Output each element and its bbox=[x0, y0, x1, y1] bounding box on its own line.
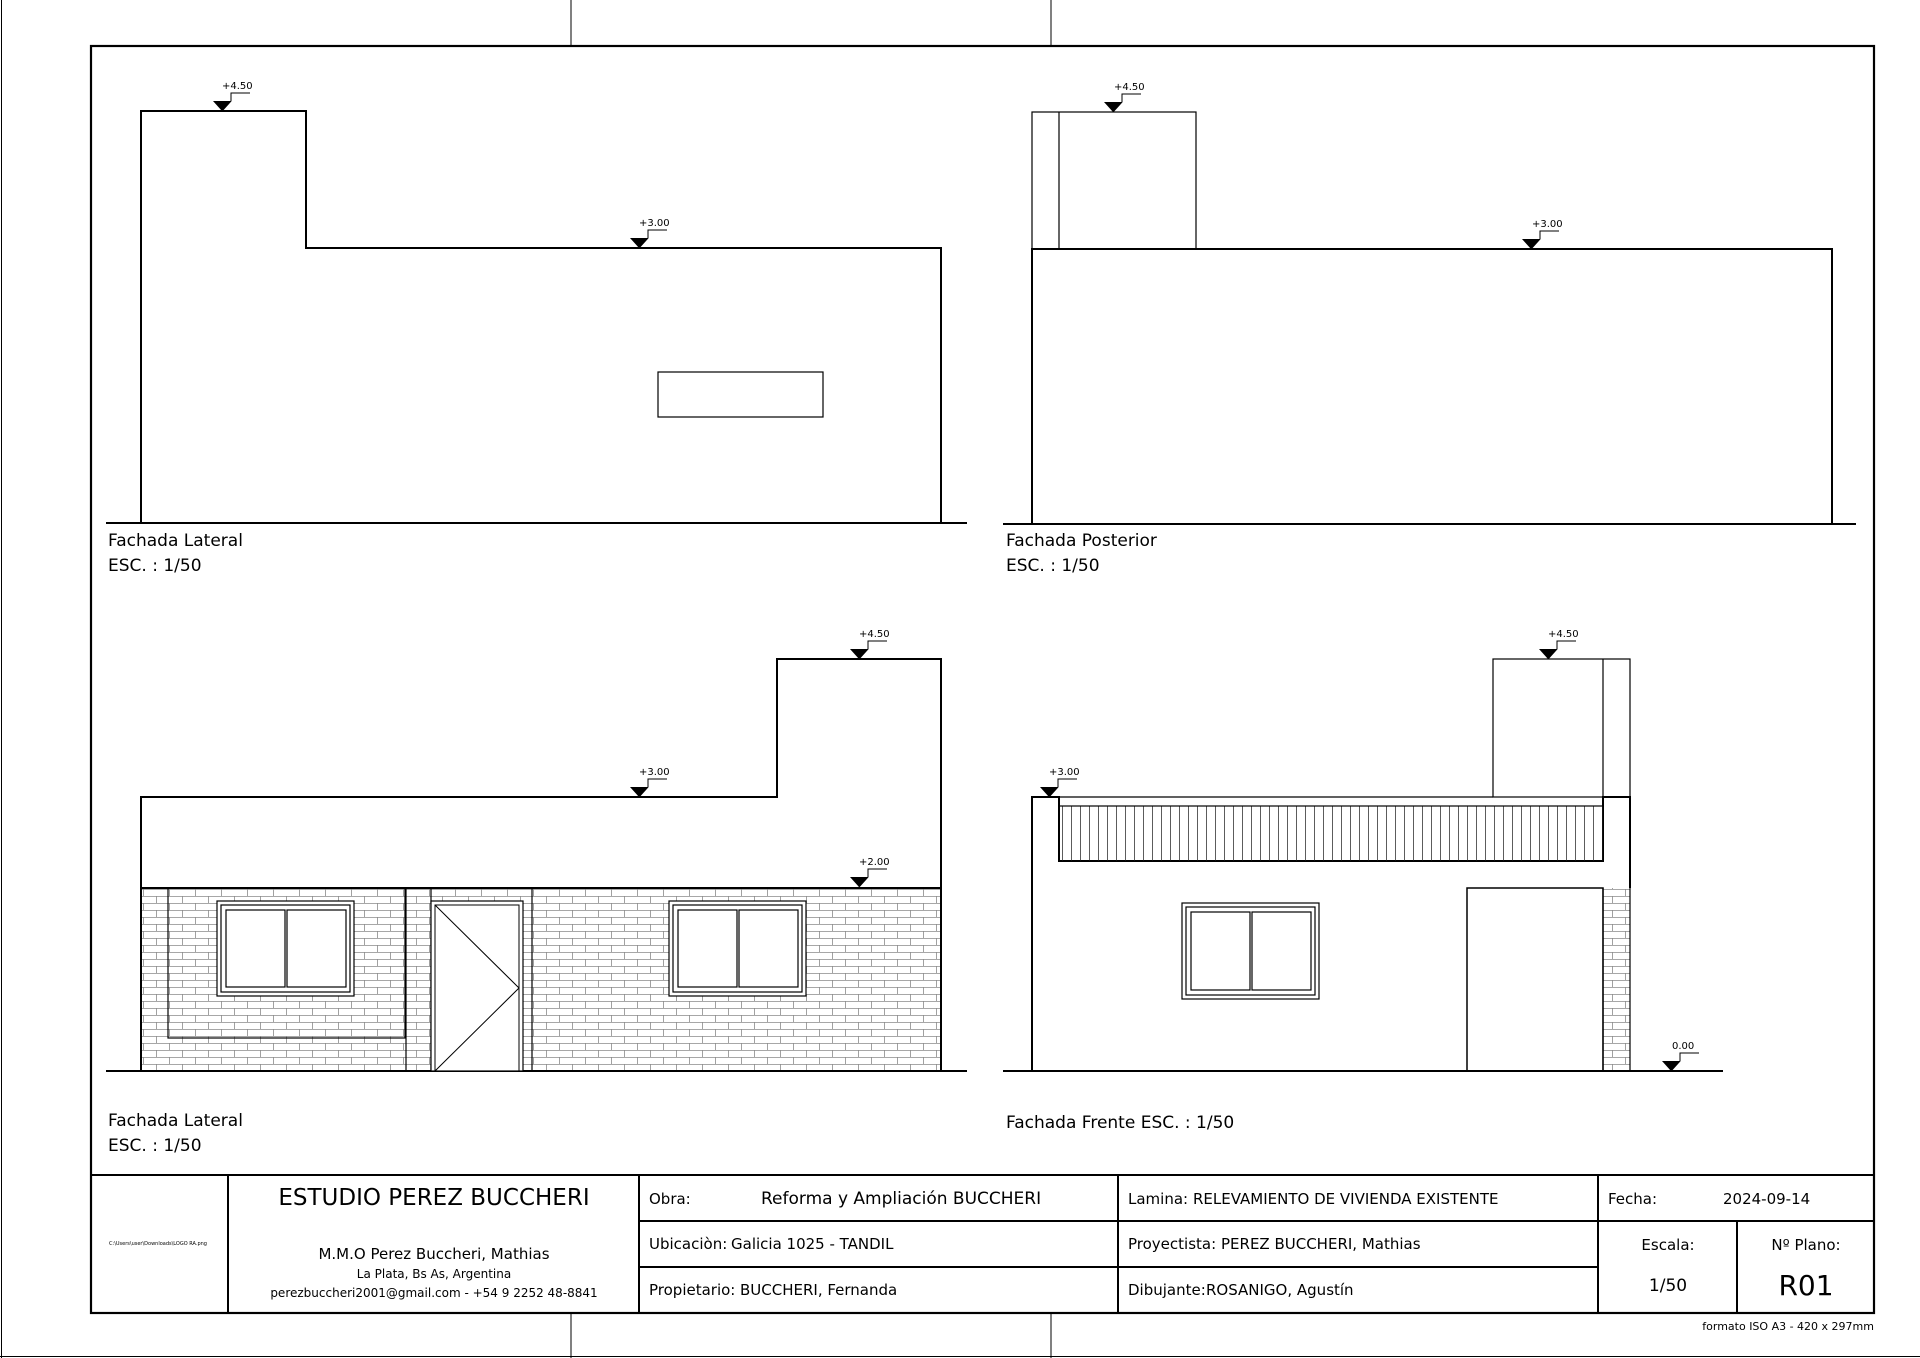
level-marker bbox=[1104, 82, 1145, 112]
level-marker bbox=[1662, 1041, 1699, 1071]
propietario-label: Propietario: bbox=[649, 1281, 736, 1299]
level-label: 0.00 bbox=[1672, 1041, 1695, 1052]
fecha-label: Fecha: bbox=[1608, 1190, 1658, 1208]
drawing-scale: ESC. : 1/50 bbox=[1006, 556, 1100, 576]
level-marker bbox=[630, 767, 670, 797]
studio-location: La Plata, Bs As, Argentina bbox=[356, 1267, 512, 1281]
drawing-title: Fachada Posterior bbox=[1006, 531, 1157, 551]
lamina-value: RELEVAMIENTO DE VIVIENDA EXISTENTE bbox=[1193, 1190, 1499, 1208]
level-label: +3.00 bbox=[1532, 219, 1563, 230]
door bbox=[431, 901, 523, 1071]
ubicacion-label: Ubicaciòn: bbox=[649, 1235, 728, 1253]
fecha-value: 2024-09-14 bbox=[1723, 1190, 1811, 1208]
drawing-scale: ESC. : 1/50 bbox=[108, 1136, 202, 1156]
level-marker bbox=[630, 218, 670, 248]
dibujante-value: ROSANIGO, Agustín bbox=[1206, 1281, 1354, 1299]
proyectista-label: Proyectista: bbox=[1128, 1235, 1217, 1253]
level-marker bbox=[1522, 219, 1563, 249]
elevation-lateral-1 bbox=[106, 81, 967, 576]
obra-label: Obra: bbox=[649, 1190, 691, 1208]
lamina-label: Lamina: bbox=[1128, 1190, 1189, 1208]
ubicacion-value: Galicia 1025 - TANDIL bbox=[731, 1235, 894, 1253]
studio-contact: perezbuccheri2001@gmail.com - +54 9 2252 48-8841 bbox=[270, 1286, 598, 1300]
format-note: formato ISO A3 - 420 x 297mm bbox=[1702, 1320, 1874, 1333]
dibujante-label: Dibujante: bbox=[1128, 1281, 1206, 1299]
drawing-title: Fachada Frente ESC. : 1/50 bbox=[1006, 1113, 1235, 1133]
author-name: M.M.O Perez Buccheri, Mathias bbox=[318, 1245, 550, 1263]
level-label: +2.00 bbox=[859, 857, 890, 868]
proyectista-value: PEREZ BUCCHERI, Mathias bbox=[1221, 1235, 1421, 1253]
level-label: +3.00 bbox=[639, 218, 670, 229]
elevation-frente bbox=[1003, 629, 1723, 1133]
level-label: +4.50 bbox=[1114, 82, 1145, 93]
title-block bbox=[91, 1175, 1874, 1313]
level-label: +4.50 bbox=[1548, 629, 1579, 640]
drawing-title: Fachada Lateral bbox=[108, 1111, 243, 1131]
level-marker bbox=[1040, 767, 1080, 797]
level-marker bbox=[850, 857, 890, 887]
level-marker bbox=[850, 629, 890, 659]
drawing-frame bbox=[91, 46, 1874, 1313]
elevation-lateral-2 bbox=[106, 629, 967, 1156]
elevation-posterior bbox=[1003, 82, 1856, 576]
level-label: +3.00 bbox=[639, 767, 670, 778]
drawing-scale: ESC. : 1/50 bbox=[108, 556, 202, 576]
level-label: +3.00 bbox=[1049, 767, 1080, 778]
logo-file-path: C:\Users\user\Downloads\LOGO RA.png bbox=[109, 1241, 207, 1247]
escala-label: Escala: bbox=[1641, 1236, 1695, 1254]
level-label: +4.50 bbox=[222, 81, 253, 92]
level-marker bbox=[1539, 629, 1579, 659]
escala-value: 1/50 bbox=[1648, 1276, 1688, 1296]
level-label: +4.50 bbox=[859, 629, 890, 640]
propietario-value: BUCCHERI, Fernanda bbox=[740, 1281, 898, 1299]
studio-name: ESTUDIO PEREZ BUCCHERI bbox=[278, 1185, 590, 1211]
plano-label: Nº Plano: bbox=[1771, 1236, 1841, 1254]
obra-value: Reforma y Ampliación BUCCHERI bbox=[761, 1189, 1042, 1209]
drawing-title: Fachada Lateral bbox=[108, 531, 243, 551]
plano-number: R01 bbox=[1778, 1269, 1834, 1302]
level-marker bbox=[213, 81, 253, 111]
